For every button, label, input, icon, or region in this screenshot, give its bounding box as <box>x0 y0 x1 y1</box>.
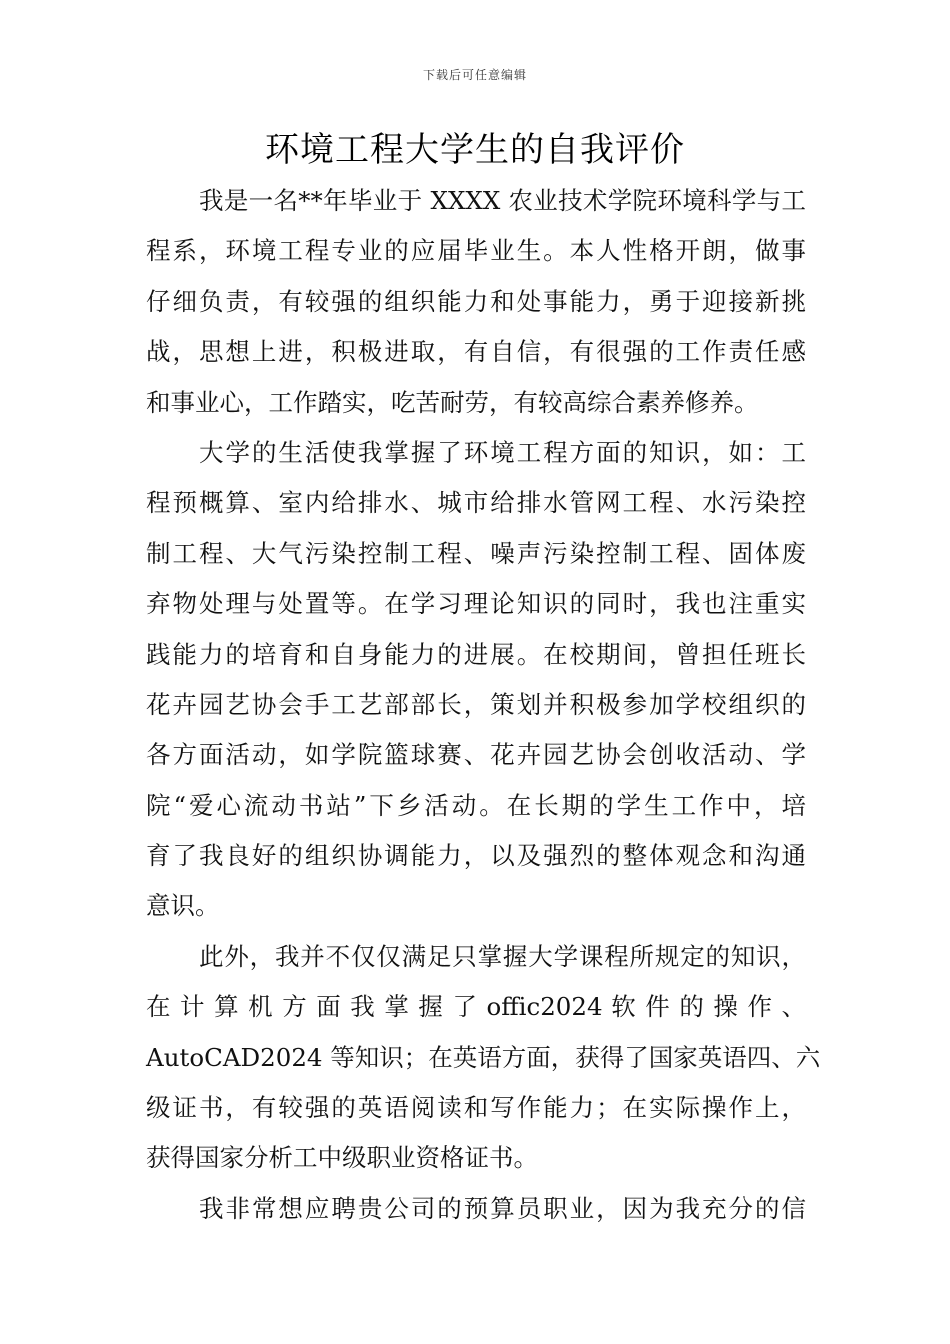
text-line: 仔细负责，有较强的组织能力和处事能力，勇于迎接新挑 <box>146 286 806 316</box>
text-line: 育了我良好的组织协调能力，以及强烈的整体观念和沟通 <box>146 841 806 871</box>
text-line: 在 计 算 机 方 面 我 掌 握 了 offic2024 软 件 的 操 作 、 <box>146 992 806 1022</box>
text-line: 我是一名**年毕业于 XXXX 农业技术学院环境科学与工 <box>199 186 806 215</box>
paragraph-4 <box>146 1184 806 1234</box>
text-line: 程系，环境工程专业的应届毕业生。本人性格开朗，做事 <box>146 236 806 266</box>
text-line: 我非常想应聘贵公司的预算员职业，因为我充分的信 <box>199 1193 806 1223</box>
text-line: 意识。 <box>146 891 220 921</box>
text-line: 弃物处理与处置等。在学习理论知识的同时，我也注重实 <box>146 589 806 619</box>
paragraph-1 <box>146 176 806 428</box>
header-note: 下载后可任意编辑 <box>422 68 527 82</box>
text-line: 制工程、大气污染控制工程、噪声污染控制工程、固体废 <box>146 538 806 568</box>
text-line: 大学的生活使我掌握了环境工程方面的知识，如：工 <box>199 437 806 467</box>
page-title: 环境工程大学生的自我评价 <box>265 130 685 170</box>
text-line: 和事业心，工作踏实，吃苦耐劳，有较高综合素养修养。 <box>146 387 759 417</box>
paragraph-2 <box>146 428 806 932</box>
text-line: AutoCAD2024 等知识；在英语方面，获得了国家英语四、六 <box>146 1042 821 1072</box>
text-line: 战，思想上进，积极进取，有自信，有很强的工作责任感 <box>146 337 806 367</box>
text-line: 级证书，有较强的英语阅读和写作能力；在实际操作上， <box>146 1093 806 1123</box>
document-body <box>146 176 821 1234</box>
paragraph-3 <box>146 932 821 1184</box>
text-line: 程预概算、室内给排水、城市给排水管网工程、水污染控 <box>146 488 806 518</box>
text-line: 此外，我并不仅仅满足只掌握大学课程所规定的知识， <box>199 941 806 971</box>
text-line: 践能力的培育和自身能力的进展。在校期间，曾担任班长 <box>146 639 806 669</box>
text-line: 花卉园艺协会手工艺部部长，策划并积极参加学校组织的 <box>146 689 806 719</box>
text-line: 获得国家分析工中级职业资格证书。 <box>146 1143 538 1173</box>
text-line: 各方面活动，如学院篮球赛、花卉园艺协会创收活动、学 <box>146 740 806 770</box>
text-line: 院“爱心流动书站”下乡活动。在长期的学生工作中，培 <box>146 790 806 820</box>
